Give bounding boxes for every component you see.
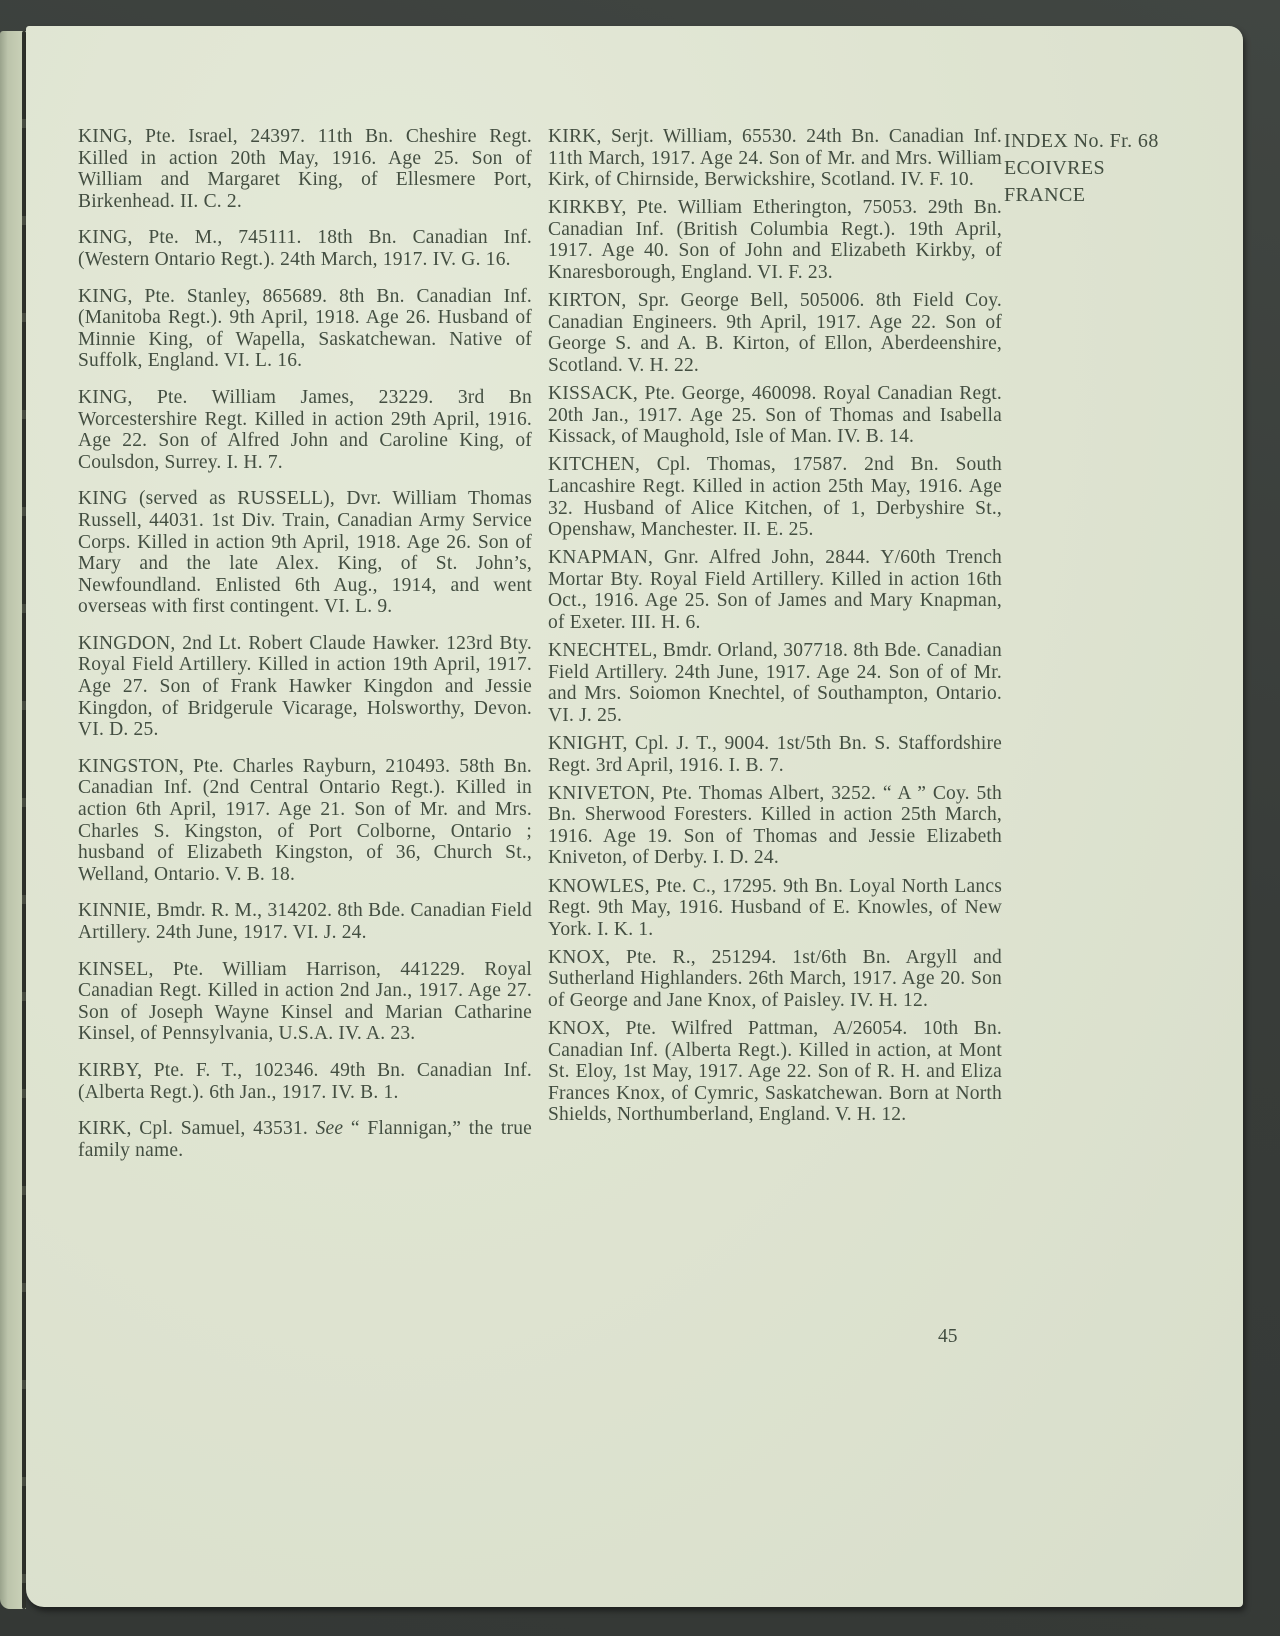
entry-text: KNECHTEL, Bmdr. Orland, 307718. 8th Bde. Canadian Field Artillery. 24th June, 1917. Age 24. Son of of Mr. and Mrs. Soiomon Knechtel, of Southampton, Ontario. VI. J. 25. (548, 640, 1002, 726)
entry-text: KNOWLES, Pte. C., 17295. 9th Bn. Loyal North Lancs Regt. 9th May, 1916. Husband of E. Knowles, of New York. I. K. 1. (548, 875, 1002, 940)
entry-text: KISSACK, Pte. George, 460098. Royal Canadian Regt. 20th Jan., 1917. Age 25. Son of Thomas and Isabella Kissack, of Maughold, Isle of Man. IV. B. 14. (548, 383, 1002, 448)
entry-text: KIRBY, Pte. F. T., 102346. 49th Bn. Canadian Inf. (Alberta Regt.). 6th Jan., 1917. IV. B. 1. (78, 1059, 532, 1103)
register-entry (548, 197, 1002, 283)
entry-text: KINGSTON, Pte. Charles Rayburn, 210493. 58th Bn. Canadian Inf. (2nd Central Ontario Regt.). Killed in action 6th April, 1917. Age 21. Son of Mr. and Mrs. Charles S. Kingston, of Port Colborne, Ontario ; husband of Elizabeth Kingston, of 36, Church St., Welland, Ontario. V. B. 18. (78, 755, 532, 885)
register-entry (78, 286, 532, 372)
register-entry (78, 900, 532, 943)
register-entry (78, 633, 532, 741)
index-header (1004, 128, 1236, 209)
register-entry (78, 387, 532, 473)
entry-text: KING, Pte. William James, 23229. 3rd Bn Worcestershire Regt. Killed in action 29th April, 1916. Age 22. Son of Alfred John and Caroline King, of Coulsdon, Surrey. I. H. 7. (78, 386, 532, 473)
entry-text: KIRK, Serjt. William, 65530. 24th Bn. Canadian Inf. 11th March, 1917. Age 24. Son of Mr. and Mrs. William Kirk, of Chirnside, Berwickshire, Scotland. IV. F. 10. (548, 126, 1002, 191)
register-entry (548, 383, 1002, 448)
register-entry (548, 1018, 1002, 1126)
entry-text: KNAPMAN, Gnr. Alfred John, 2844. Y/60th Trench Mortar Bty. Royal Field Artillery. Killed in action 16th Oct., 1916. Age 25. Son of James and Mary Knapman, of Exeter. III. H. 6. (548, 547, 1002, 633)
entry-text: KING, Pte. M., 745111. 18th Bn. Canadian Inf. (Western Ontario Regt.). 24th March, 1917. IV. G. 16. (78, 227, 532, 270)
cemetery-name: ECOIVRES (1004, 157, 1105, 179)
register-entry (548, 640, 1002, 726)
register-entry (548, 290, 1002, 376)
country-name: FRANCE (1004, 184, 1086, 206)
register-entry (548, 126, 1002, 191)
entry-text: KING, Pte. Israel, 24397. 11th Bn. Cheshire Regt. Killed in action 20th May, 1916. Age 25. Son of William and Margaret King, of Ellesmere Port, Birkenhead. II. C. 2. (78, 126, 532, 212)
entry-text: KNIVETON, Pte. Thomas Albert, 3252. “ A ” Coy. 5th Bn. Sherwood Foresters. Killed in action 25th March, 1916. Age 19. Son of Thomas and Jessie Elizabeth Kniveton, of Derby. I. D. 24. (548, 782, 1002, 869)
left-column (78, 126, 532, 1161)
entry-text: KING, Pte. Stanley, 865689. 8th Bn. Canadian Inf. (Manitoba Regt.). 9th April, 1918. Age 26. Husband of Minnie King, of Wapella, Saskatchewan. Native of Suffolk, England. VI. L. 16. (78, 285, 532, 372)
entry-text: KNIGHT, Cpl. J. T., 9004. 1st/5th Bn. S. Staffordshire Regt. 3rd April, 1916. I. B. 7. (548, 732, 1002, 776)
register-entry (548, 783, 1002, 869)
register-entry (78, 126, 532, 212)
register-entry (78, 227, 532, 270)
register-entry (548, 733, 1002, 776)
register-entry (548, 876, 1002, 941)
page-number: 45 (938, 1326, 958, 1347)
register-entry (78, 959, 532, 1045)
register-entry (78, 488, 532, 618)
index-number: INDEX No. Fr. 68 (1004, 130, 1159, 152)
register-entry (548, 547, 1002, 633)
register-entry (78, 1060, 532, 1103)
register-entry (548, 454, 1002, 540)
entry-text: “ Flannigan,” the true family name. (78, 1118, 532, 1161)
entry-text: See (315, 1118, 344, 1140)
entry-text: KNOX, Pte. R., 251294. 1st/6th Bn. Argyll and Sutherland Highlanders. 26th March, 1917. Age 20. Son of George and Jane Knox, of Paisley. IV. H. 12. (548, 946, 1002, 1011)
right-column (548, 126, 1002, 1126)
entry-text: KINSEL, Pte. William Harrison, 441229. Royal Canadian Regt. Killed in action 2nd Jan., 1917. Age 27. Son of Joseph Wayne Kinsel and Marian Catharine Kinsel, of Pennsylvania, U.S.A. IV. A. 23. (78, 958, 532, 1045)
entry-text: KIRKBY, Pte. William Etherington, 75053. 29th Bn. Canadian Inf. (British Columbia Regt.). 19th April, 1917. Age 40. Son of John and Elizabeth Kirkby, of Knaresborough, England. VI. F. 23. (548, 197, 1002, 284)
entry-text: KNOX, Pte. Wilfred Pattman, A/26054. 10th Bn. Canadian Inf. (Alberta Regt.). Killed in action, at Mont St. Eloy, 1st May, 1917. Age 22. Son of R. H. and Eliza Frances Knox, of Cymric, Saskatchewan. Born at North Shields, Northumberland, England. V. H. 12. (548, 1018, 1002, 1126)
entry-text: KIRK, Cpl. Samuel, 43531. (78, 1118, 316, 1140)
entry-text: KITCHEN, Cpl. Thomas, 17587. 2nd Bn. South Lancashire Regt. Killed in action 25th May, 1916. Age 32. Husband of Alice Kitchen, of 1, Derbyshire St., Openshaw, Manchester. II. E. 25. (548, 454, 1002, 541)
entry-text: KINGDON, 2nd Lt. Robert Claude Hawker. 123rd Bty. Royal Field Artillery. Killed in action 19th April, 1917. Age 27. Son of Frank Hawker Kingdon and Jessie Kingdon, of Bridgerule Vicarage, Holsworthy, Devon. VI. D. 25. (78, 632, 532, 741)
entry-text: KING (served as RUSSELL), Dvr. William Thomas Russell, 44031. 1st Div. Train, Canadian Army Service Corps. Killed in action 9th April, 1918. Age 26. Son of Mary and the late Alex. King, of St. John’s, Newfoundland. Enlisted 6th Aug., 1914, and went overseas with first contingent. VI. L. 9. (78, 488, 532, 618)
register-entry (548, 947, 1002, 1012)
register-page (26, 26, 1243, 1607)
entry-text: KIRTON, Spr. George Bell, 505006. 8th Field Coy. Canadian Engineers. 9th April, 1917. Age 22. Son of George S. and A. B. Kirton, of Ellon, Aberdeenshire, Scotland. V. H. 22. (548, 290, 1002, 376)
register-entry (78, 1118, 532, 1161)
entry-text: KINNIE, Bmdr. R. M., 314202. 8th Bde. Canadian Field Artillery. 24th June, 1917. VI. J. 24. (78, 900, 532, 943)
register-entry (78, 756, 532, 886)
book-binding-page-edges (0, 31, 26, 1609)
